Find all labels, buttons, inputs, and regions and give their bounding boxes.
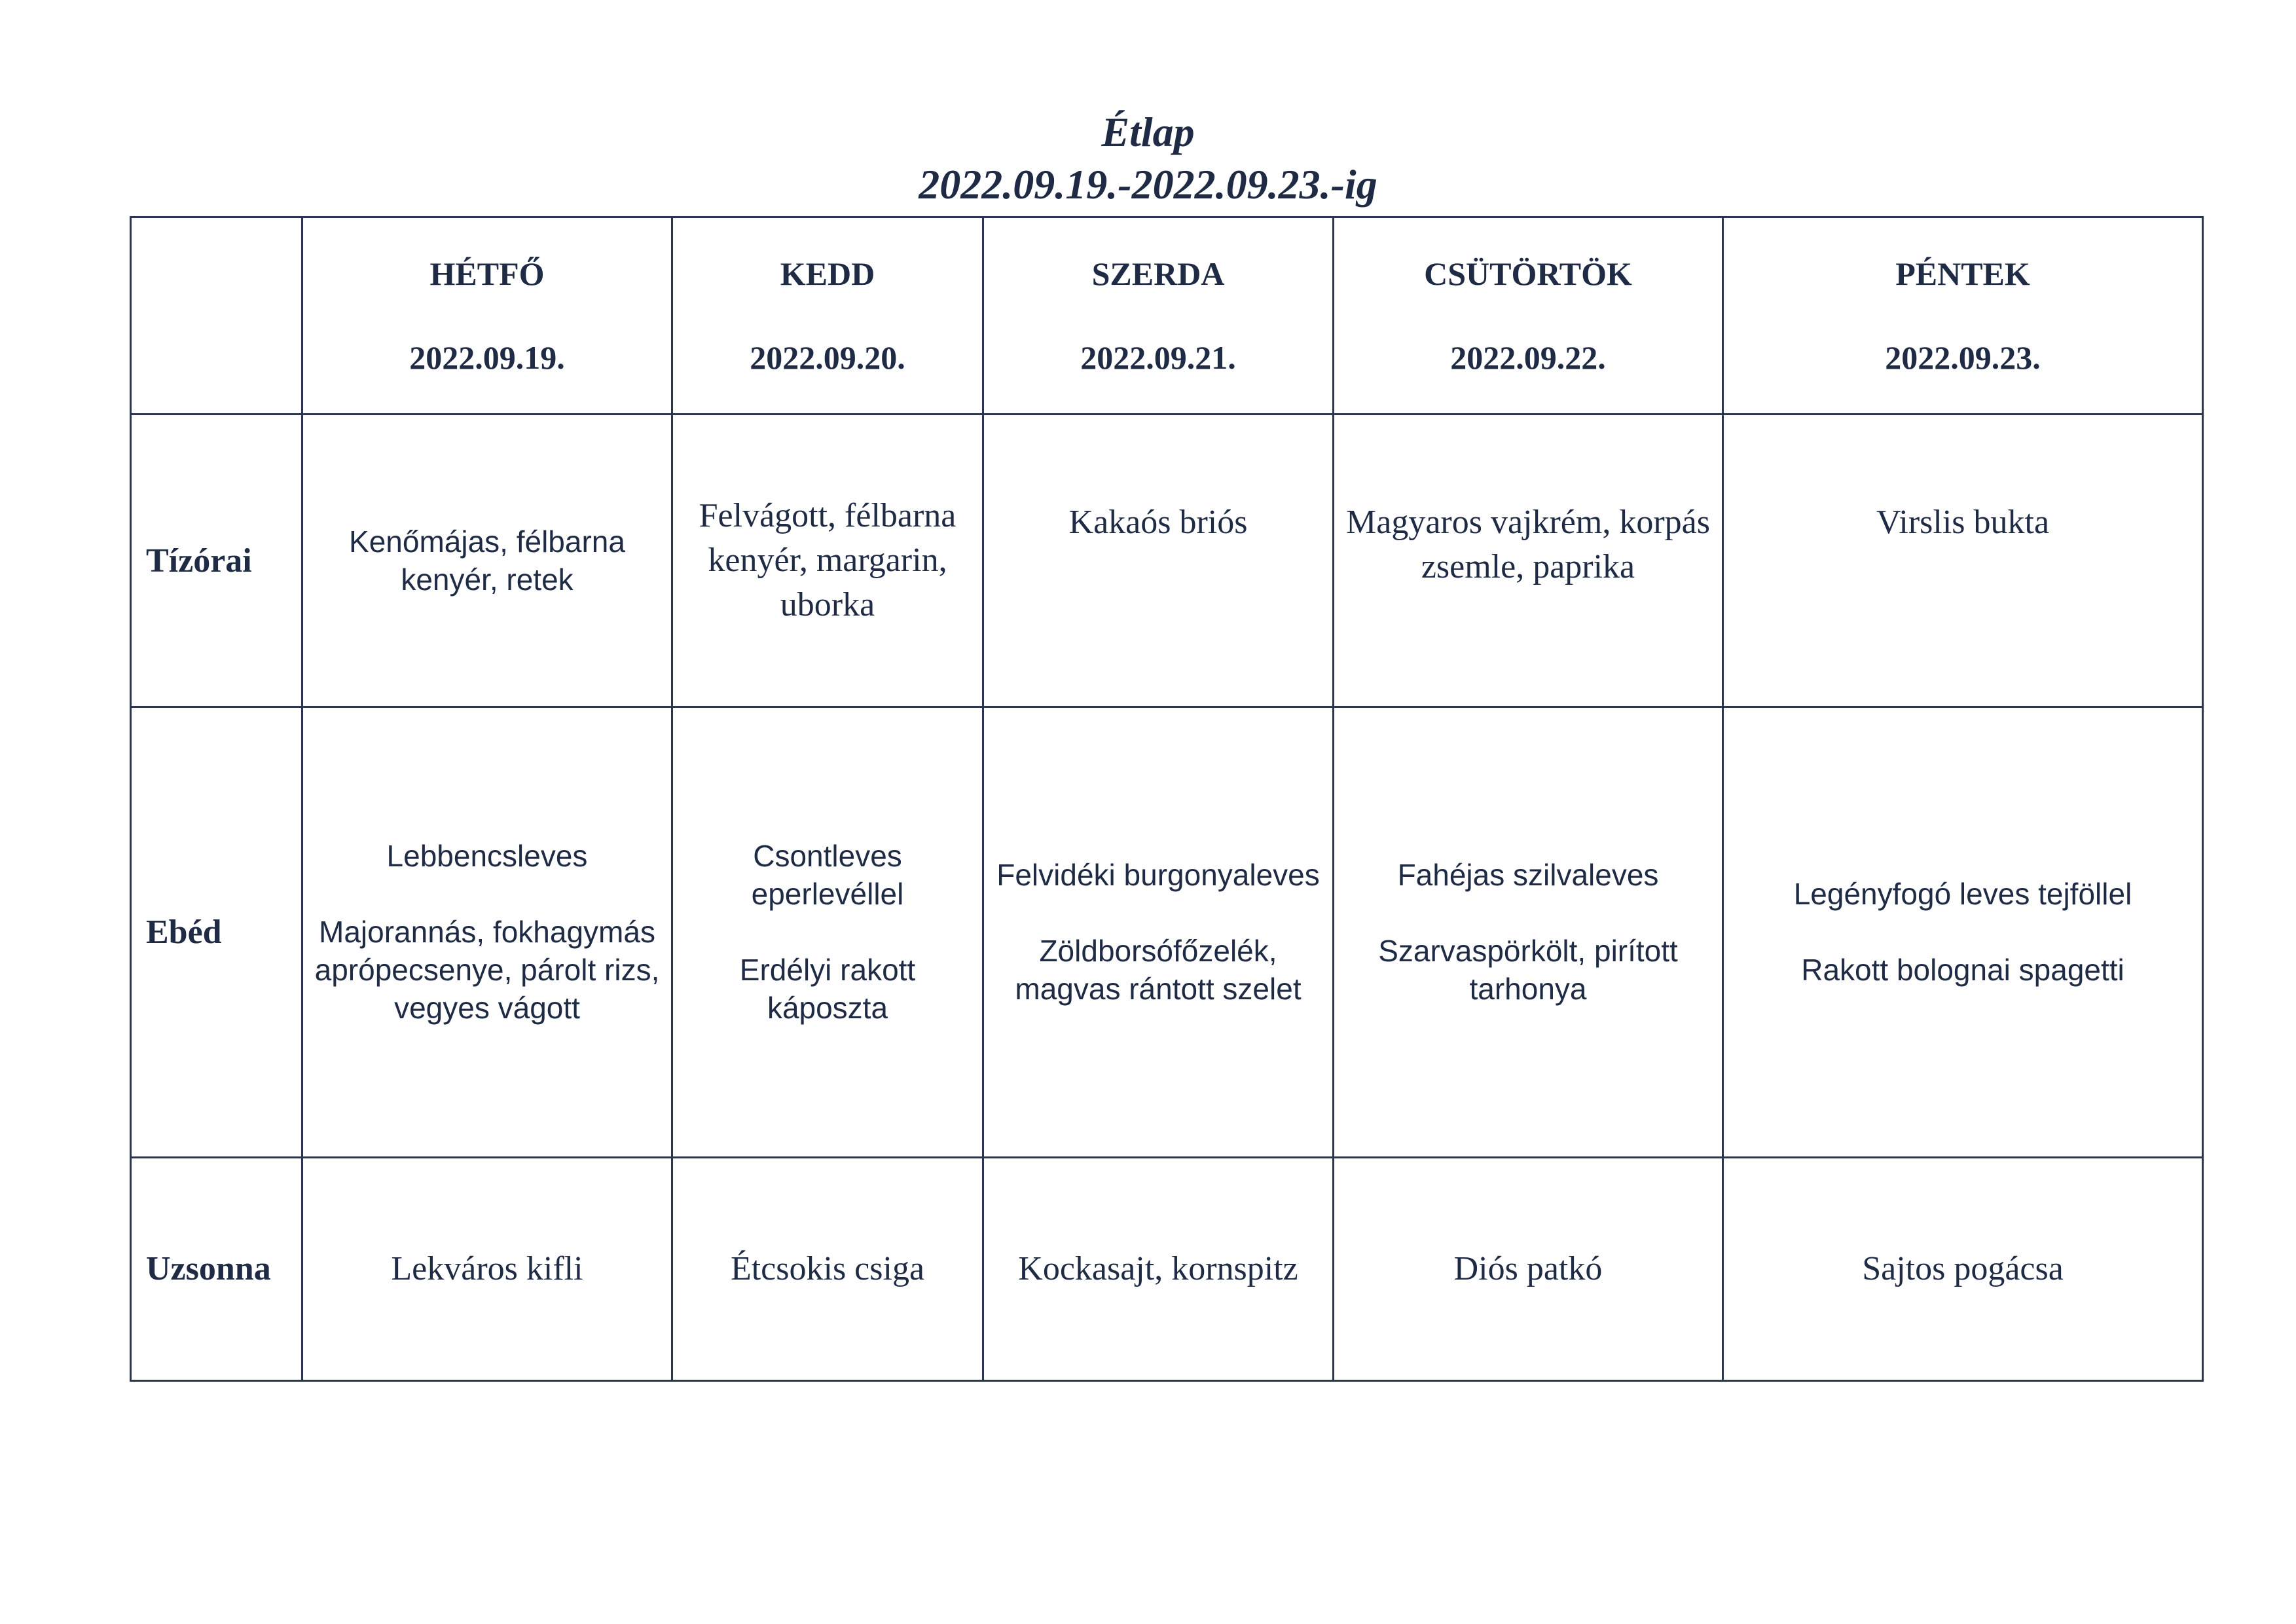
day-date: 2022.09.20. [750,339,905,377]
day-name: HÉTFŐ [429,255,545,293]
day-date: 2022.09.21. [1080,339,1236,377]
menu-item: Sajtos pogácsa [1862,1249,2064,1287]
ebed-row [131,707,2203,1157]
tizorai-cell-wednesday [983,415,1334,707]
day-date: 2022.09.22. [1450,339,1606,377]
menu-item: Lekváros kifli [391,1249,583,1287]
main-dish-item: Szarvaspörkölt, pirított tarhonya [1378,934,1678,1006]
menu-item: Virslis bukta [1876,504,2050,542]
soup-item: Fahéjas szilvaleves [1397,858,1659,893]
uzsonna-row [131,1157,2203,1380]
ebed-cell-monday [302,707,672,1157]
tizorai-cell-tuesday [672,415,983,707]
soup-item: Felvidéki burgonyaleves [996,858,1320,893]
ebed-cell-tuesday [672,707,983,1157]
tizorai-cell-thursday [1334,415,1723,707]
meal-label-uzsonna: Uzsonna [131,1157,302,1380]
day-name: SZERDA [1091,255,1225,293]
day-header-tuesday [672,217,983,415]
menu-item: Magyaros vajkrém, korpás zsemle, paprika [1346,504,1710,586]
tizorai-cell-monday [302,415,672,707]
day-name: KEDD [780,255,875,293]
day-name: PÉNTEK [1895,255,2030,293]
day-date: 2022.09.19. [409,339,565,377]
page-subtitle: 2022.09.19.-2022.09.23.-ig [919,161,1377,208]
menu-item: Kockasajt, kornspitz [1018,1249,1298,1287]
tizorai-cell-friday [1723,415,2203,707]
menu-table [130,216,2204,1382]
main-dish-item: Rakott bolognai spagetti [1801,953,2124,987]
day-header-monday [302,217,672,415]
menu-item: Kenőmájas, félbarna kenyér, retek [349,525,625,597]
soup-item: Csontleves eperlevéllel [751,839,904,912]
soup-item: Lebbencsleves [386,839,588,874]
main-dish-item: Erdélyi rakott káposzta [739,953,916,1025]
ebed-cell-wednesday [983,707,1334,1157]
meal-label-ebed: Ebéd [131,707,302,1157]
day-name: CSÜTÖRTÖK [1424,255,1632,293]
tizorai-row [131,415,2203,707]
corner-cell [131,217,302,415]
ebed-cell-friday [1723,707,2203,1157]
soup-item: Legényfogó leves tejföllel [1793,877,2132,912]
menu-item: Diós patkó [1453,1249,1603,1287]
uzsonna-cell-tuesday [672,1157,983,1380]
header-row [131,217,2203,415]
day-header-thursday [1334,217,1723,415]
main-dish-item: Zöldborsófőzelék, magvas rántott szelet [1015,934,1302,1006]
main-dish-item: Majorannás, fokhagymás aprópecsenye, párolt rizs, vegyes vágott [314,915,660,1025]
page-title: Étlap [1101,109,1195,155]
uzsonna-cell-wednesday [983,1157,1334,1380]
day-header-wednesday [983,217,1334,415]
meal-label-tizorai: Tízórai [131,415,302,707]
uzsonna-cell-thursday [1334,1157,1723,1380]
day-date: 2022.09.23. [1885,339,2041,377]
uzsonna-cell-friday [1723,1157,2203,1380]
menu-item: Kakaós briós [1068,504,1248,542]
menu-item: Étcsokis csiga [730,1249,925,1287]
uzsonna-cell-monday [302,1157,672,1380]
menu-item: Felvágott, félbarna kenyér, margarin, uborka [699,497,957,624]
ebed-cell-thursday [1334,707,1723,1157]
day-header-friday [1723,217,2203,415]
